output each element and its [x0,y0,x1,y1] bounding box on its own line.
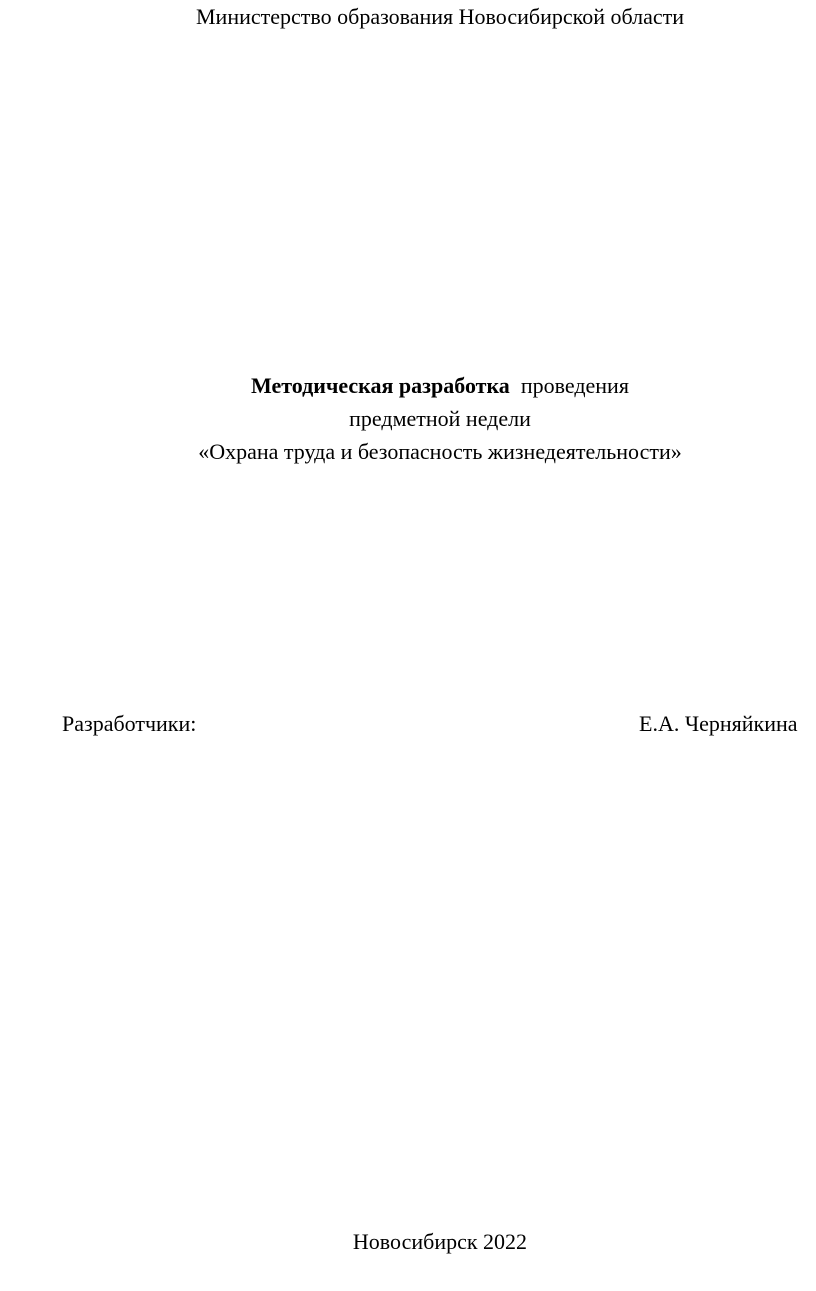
ministry-header: Министерство образования Новосибирской области [195,4,685,29]
footer-city-year: Новосибирск 2022 [352,1229,528,1254]
document-title-rest: проведения [520,373,629,398]
document-title-line-2: предметной недели [349,406,531,431]
developer-name: Е.А. Черняйкина [639,711,798,736]
document-title-bold: Методическая разработка [251,373,510,398]
document-title-line-1 [0,373,816,399]
developers-label: Разработчики: [62,711,197,736]
document-title-line-3: «Охрана труда и безопасность жизнедеятельности» [198,439,682,464]
